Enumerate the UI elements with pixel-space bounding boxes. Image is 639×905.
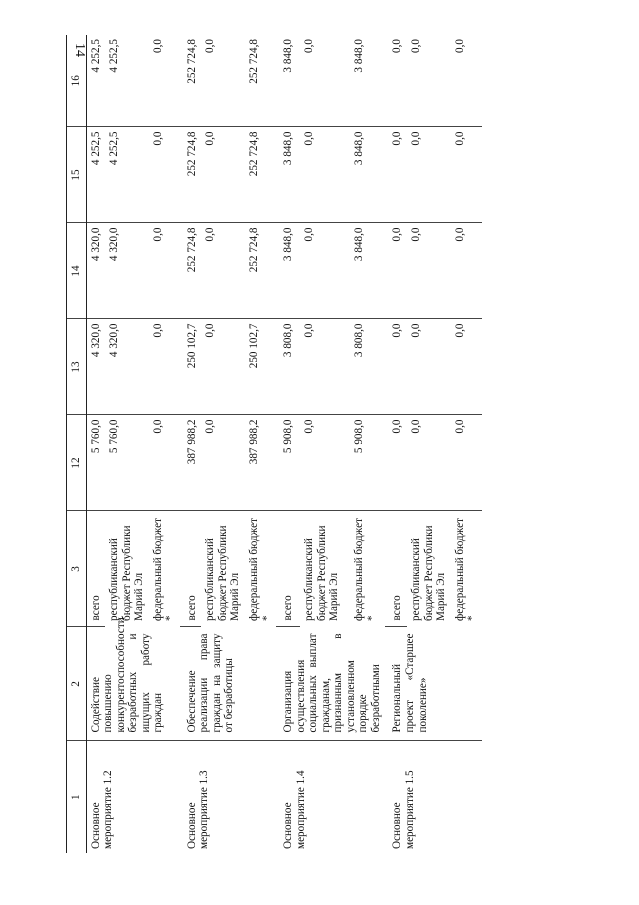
section-name-cell: Основное мероприятие 1.5: [391, 770, 417, 849]
amount-cell: 0,0: [300, 35, 350, 127]
table-row: [86, 35, 105, 853]
amount-cell: 252 724,8: [183, 223, 202, 319]
amount-cell: 4 252,5: [105, 127, 149, 223]
amount-cell: 0,0: [407, 415, 451, 511]
amount-cell: 0,0: [388, 127, 407, 223]
amount-cell: 387 988,2: [183, 415, 202, 511]
amount-cell: 0,0: [451, 319, 482, 415]
funding-source-cell: федеральный бюджет *: [151, 518, 177, 621]
funding-source-cell: республиканский бюджет Республики Марий Эл: [204, 525, 242, 621]
amount-cell: 0,0: [451, 415, 482, 511]
funding-source-cell: всего: [279, 511, 300, 627]
amount-cell: 0,0: [149, 35, 180, 127]
funding-source-cell: республиканский бюджет Республики Марий Эл: [303, 525, 341, 621]
amount-cell: 4 320,0: [105, 223, 149, 319]
amount-cell: 0,0: [149, 127, 180, 223]
amount-cell: 0,0: [149, 319, 180, 415]
amount-cell: 5 760,0: [86, 415, 105, 511]
header-cell: 15: [67, 127, 87, 223]
amount-cell: 0,0: [407, 223, 451, 319]
section-description-cell: Обеспечение реализации права граждан на защиту от безработицы: [183, 627, 276, 741]
section-description-cell: Организация осуществления социальных выплат гражданам, признанным в установленном порядке безработными: [279, 627, 385, 741]
table-row: [183, 35, 202, 853]
amount-cell: 0,0: [300, 319, 350, 415]
amount-cell: 4 252,5: [86, 35, 105, 127]
header-cell: 12: [67, 415, 87, 511]
funding-source-cell: всего: [86, 511, 105, 627]
amount-cell: 0,0: [388, 415, 407, 511]
amount-cell: 252 724,8: [245, 35, 276, 127]
header-cell: 16: [67, 35, 87, 127]
amount-cell: 5 760,0: [105, 415, 149, 511]
header-cell: 13: [67, 319, 87, 415]
funding-source-cell: федеральный бюджет *: [353, 518, 378, 621]
section-name-cell: Основное мероприятие 1.4: [282, 770, 307, 849]
funding-source-cell: всего: [183, 511, 202, 627]
amount-cell: 3 848,0: [350, 35, 385, 127]
amount-cell: 3 848,0: [350, 127, 385, 223]
budget-table: [66, 35, 482, 853]
section-name-cell: Основное мероприятие 1.3: [185, 770, 211, 849]
amount-cell: 0,0: [201, 319, 245, 415]
amount-cell: 0,0: [201, 35, 245, 127]
amount-cell: 0,0: [388, 223, 407, 319]
amount-cell: 3 848,0: [279, 35, 300, 127]
amount-cell: 3 848,0: [279, 127, 300, 223]
amount-cell: 250 102,7: [245, 319, 276, 415]
amount-cell: 4 320,0: [105, 319, 149, 415]
amount-cell: 0,0: [300, 223, 350, 319]
amount-cell: 3 848,0: [279, 223, 300, 319]
amount-cell: 0,0: [201, 127, 245, 223]
amount-cell: 0,0: [149, 415, 180, 511]
amount-cell: 4 320,0: [86, 319, 105, 415]
amount-cell: 4 252,5: [105, 35, 149, 127]
header-row: [67, 35, 87, 853]
section-description-cell: Содействие повышению конкурентоспособности безработных и ищущих работу граждан: [86, 627, 180, 741]
amount-cell: 3 808,0: [279, 319, 300, 415]
amount-cell: 5 908,0: [279, 415, 300, 511]
amount-cell: 250 102,7: [183, 319, 202, 415]
amount-cell: 252 724,8: [245, 223, 276, 319]
amount-cell: 0,0: [300, 415, 350, 511]
amount-cell: 252 724,8: [245, 127, 276, 223]
amount-cell: 0,0: [149, 223, 180, 319]
funding-source-cell: республиканский бюджет Республики Марий Эл: [108, 525, 146, 621]
amount-cell: 3 808,0: [350, 319, 385, 415]
amount-cell: 4 320,0: [86, 223, 105, 319]
table-row: [388, 35, 407, 853]
amount-cell: 0,0: [388, 35, 407, 127]
funding-source-cell: республиканский бюджет Республики Марий Эл: [410, 525, 448, 621]
amount-cell: 252 724,8: [183, 127, 202, 223]
amount-cell: 5 908,0: [350, 415, 385, 511]
amount-cell: 0,0: [407, 319, 451, 415]
amount-cell: 0,0: [300, 127, 350, 223]
section-name-cell: Основное мероприятие 1.2: [89, 770, 115, 849]
funding-source-cell: всего: [388, 511, 407, 627]
header-cell: 2: [67, 627, 87, 741]
table-body: [86, 35, 482, 853]
amount-cell: 0,0: [388, 319, 407, 415]
section-description-cell: Региональный проект «Старшее поколение»: [388, 627, 481, 741]
amount-cell: 252 724,8: [183, 35, 202, 127]
amount-cell: 0,0: [407, 127, 451, 223]
amount-cell: 0,0: [451, 223, 482, 319]
amount-cell: 0,0: [201, 415, 245, 511]
amount-cell: 0,0: [451, 35, 482, 127]
amount-cell: 4 252,5: [86, 127, 105, 223]
table-row: [279, 35, 300, 853]
page-number: 14: [72, 43, 87, 57]
amount-cell: 3 848,0: [350, 223, 385, 319]
amount-cell: 0,0: [407, 35, 451, 127]
funding-source-cell: федеральный бюджет *: [248, 518, 273, 621]
rotated-table-container: [66, 35, 537, 853]
header-cell: 1: [67, 741, 87, 853]
header-cell: 3: [67, 511, 87, 627]
amount-cell: 0,0: [451, 127, 482, 223]
amount-cell: 0,0: [201, 223, 245, 319]
funding-source-cell: федеральный бюджет *: [453, 518, 479, 621]
amount-cell: 387 988,2: [245, 415, 276, 511]
header-cell: 14: [67, 223, 87, 319]
